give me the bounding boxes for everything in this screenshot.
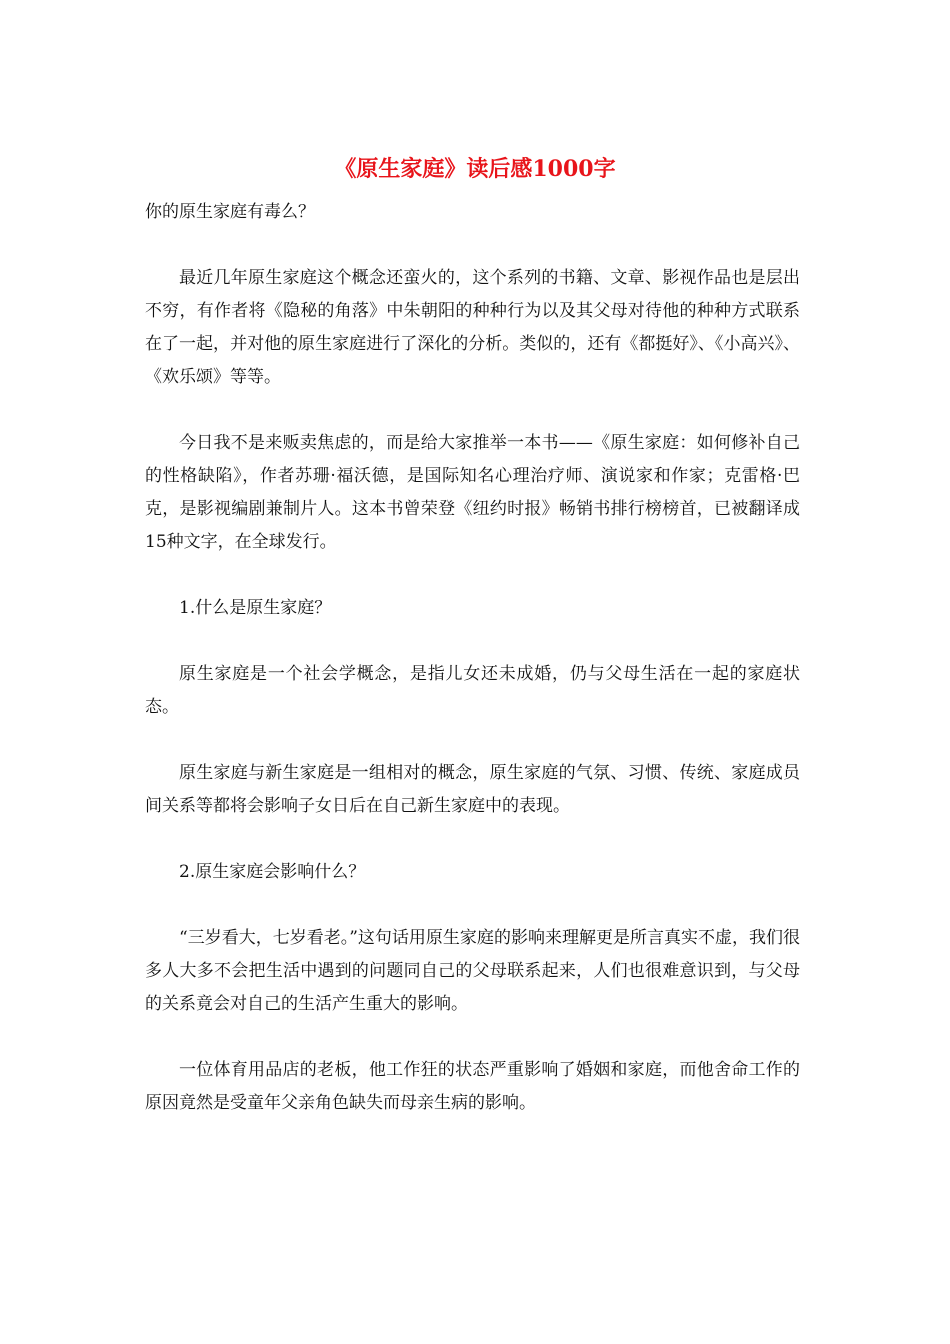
paragraph: 原生家庭与新生家庭是一组相对的概念，原生家庭的气氛、习惯、传统、家庭成员间关系等都将会影响子女日后在自己新生家庭中的表现。 xyxy=(145,763,800,816)
paragraph: 原生家庭是一个社会学概念，是指儿女还未成婚，仍与父母生活在一起的家庭状态。 xyxy=(145,664,800,717)
paragraph: 最近几年原生家庭这个概念还蛮火的，这个系列的书籍、文章、影视作品也是层出不穷，有作者将《隐秘的角落》中朱朝阳的种种行为以及其父母对待他的种种方式联系在了一起，并对他的原生家庭进行了深化的分析。类似的，还有《都挺好》、《小高兴》、《欢乐颂》等等。 xyxy=(145,268,800,387)
document-body xyxy=(145,196,800,1153)
paragraph: “三岁看大，七岁看老。”这句话用原生家庭的影响来理解更是所言真实不虚，我们很多人大多不会把生活中遇到的问题同自己的父母联系起来，人们也很难意识到，与父母的关系竟会对自己的生活产生重大的影响。 xyxy=(145,928,800,1014)
paragraph: 一位体育用品店的老板，他工作狂的状态严重影响了婚姻和家庭，而他舍命工作的原因竟然是受童年父亲角色缺失而母亲生病的影响。 xyxy=(145,1060,800,1113)
section-heading: 2.原生家庭会影响什么？ xyxy=(179,862,366,882)
paragraph: 今日我不是来贩卖焦虑的，而是给大家推举一本书——《原生家庭：如何修补自己的性格缺陷》，作者苏珊·福沃德，是国际知名心理治疗师、演说家和作家；克雷格·巴克，是影视编剧兼制片人。这本书曾荣登《纽约时报》畅销书排行榜榜首，已被翻译成15种文字，在全球发行。 xyxy=(145,433,800,552)
paragraph-intro-question: 你的原生家庭有毒么？ xyxy=(145,202,315,222)
section-heading: 1.什么是原生家庭？ xyxy=(179,598,332,618)
document-title: 《原生家庭》读后感1000字 xyxy=(334,156,616,182)
